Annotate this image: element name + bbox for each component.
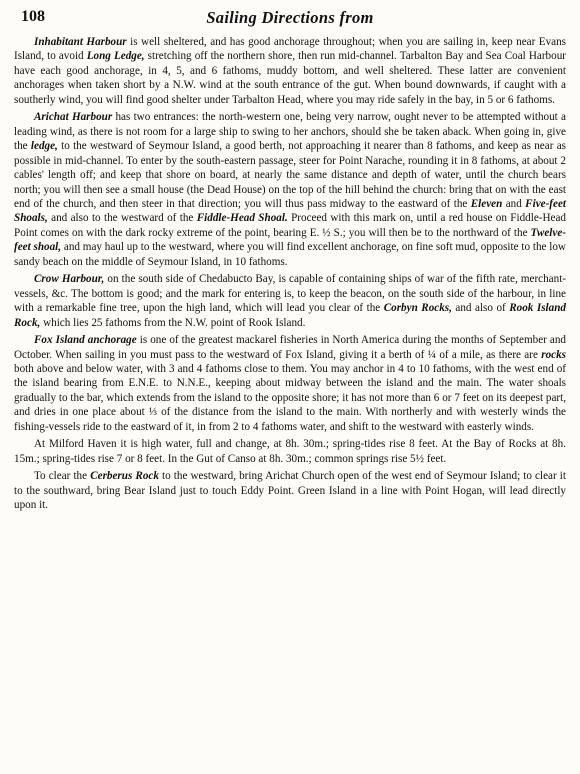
running-title: Sailing Directions from xyxy=(206,8,374,27)
paragraph-inhabitant-harbour: Inhabitant Harbour is well sheltered, and has good anchorage throughout; when you are sailing in, keep near Evans Island, to avoid Long Ledge, stretching off the northern shore, then run mid-channel. Tarbalton Bay and Sea Coal Harbour have each good anchorage, in 4, 5, and 6 fathoms, muddy bottom, and well sheltered. These latter are convenient anchorages when taken short by a N.W. wind at the south entrance of the gut. When bound downwards, if caught with a southerly wind, you will find good shelter under Tarbalton Head, where you may ride safely in the bay, in 5 or 6 fathoms. xyxy=(14,36,567,106)
paragraph-arichat-harbour: Arichat Harbour has two entrances: the north-western one, being very narrow, ought never to be attempted without a leading wind, as there is not room for a large ship to swing to her anchors, should she be taken aback. When going in, give the ledge, to the westward of Seymour Island, a good berth, not approaching it nearer than 8 fathoms, and keep as near as possible in mid-channel. To enter by the south-eastern passage, steer for Point Narache, rounding it in 8 fathoms, at about 2 cables' length off; and keep that shore on board, at nearly the same distance and depth of water, until the church bears north; you will then see a small house (the Dead House) on the top of the hill behind the church: bring that on with the east end of the church, and then steer in that direction; you will thus pass midway to the eastward of the Eleven and Five-feet Shoals, and also to the westward of the Fiddle-Head Shoal. Proceed with this mark on, until a red house on Fiddle-Head Point comes on with the dark rocky extreme of the point, bearing E. ½ S.; you will then be to the northward of the Twelve-feet shoal, and may haul up to the westward, where you will find excellent anchorage, on fine soft mud, opposite to the low sandy beach on the middle of Seymour Island, in 10 fathoms. xyxy=(14,111,566,268)
hazard-name: rocks xyxy=(541,348,566,361)
place-name: Inhabitant Harbour xyxy=(34,36,127,48)
paragraph-crow-harbour: Crow Harbour, on the south side of Chedabucto Bay, is capable of containing ships of war of the fifth rate, merchant-vessels, &c. The bottom is good; and the mark for entering is, to keep the beacon, on the south side of the harbour, in line with a remarkable fine tree, upon the high land, which will lead you clear of the Corbyn Rocks, and also of Rook Island Rock, which lies 25 fathoms from the N.W. point of Rook Island. xyxy=(14,273,566,329)
place-name: Fox Island anchorage xyxy=(34,334,137,347)
hazard-name: Rook Island Rock, xyxy=(14,302,566,329)
place-name: Crow Harbour, xyxy=(34,273,105,286)
paragraph-fox-island: Fox Island anchorage is one of the greatest mackarel fisheries in North America during the months of September and October. When sailing in you must pass to the westward of Fox Island, giving it a berth of ¼ of a mile, as there are rocks both above and below water, with 3 and 4 fathoms close to them. You may anchor in 4 to 10 fathoms, with the west end of the island bearing from E.N.E. to N.N.E., keeping about midway between the island and the main. The water shoals gradually to the bar, which extends from the island to the opposite shore; it has not more than 6 or 7 feet on its deepest part, and dries in one place about ⅓ of the distance from the island to the main. With northerly and with westerly winds the fishing-vessels ride to the eastward of it, in from 2 to 4 fathoms water, and shift to the westward with easterly winds. xyxy=(14,334,566,433)
hazard-name: Corbyn Rocks, xyxy=(383,302,452,315)
body-text xyxy=(14,35,566,513)
hazard-name: Fiddle-Head Shoal. xyxy=(196,212,288,225)
hazard-name: Long Ledge, xyxy=(86,50,145,63)
paragraph-tides: At Milford Haven it is high water, full and change, at 8h. 30m.; spring-tides rise 8 feet. At the Bay of Rocks at 8h. 15m.; spring-tides rise 7 or 8 feet. In the Gut of Canso at 8h. 30m.; common springs rise 5½ feet. xyxy=(14,438,566,465)
hazard-name: Five-feet Shoals, xyxy=(14,197,566,225)
running-head xyxy=(14,8,566,28)
hazard-name: Twelve-feet shoal, xyxy=(14,226,566,254)
hazard-name: Eleven xyxy=(470,197,503,210)
place-name: Arichat Harbour xyxy=(34,111,113,124)
hazard-name: Cerberus Rock xyxy=(90,470,159,483)
hazard-name: ledge, xyxy=(30,140,58,153)
page-number: 108 xyxy=(21,8,45,25)
paragraph-cerberus-rock: To clear the Cerberus Rock to the westward, bring Arichat Church open of the west end of Seymour Island; to clear it to the southward, bring Bear Island just to touch Eddy Point. Green Island in a line with Point Hogan, will lead directly upon it. xyxy=(14,470,566,512)
